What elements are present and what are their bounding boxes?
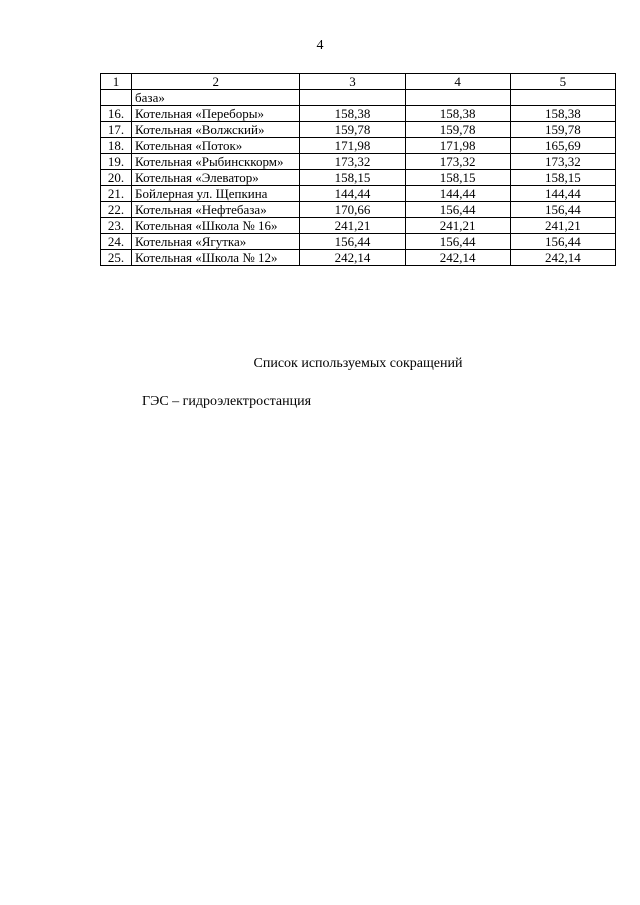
table-cell (101, 90, 132, 106)
row-number-cell: 22. (101, 202, 132, 218)
table-cell: база» (132, 90, 300, 106)
header-cell: 1 (101, 74, 132, 90)
facility-name-cell: Котельная «Переборы» (132, 106, 300, 122)
header-cell: 3 (300, 74, 405, 90)
value-cell: 156,44 (405, 234, 510, 250)
header-cell: 4 (405, 74, 510, 90)
value-cell: 156,44 (405, 202, 510, 218)
value-cell: 144,44 (510, 186, 615, 202)
page-number: 4 (316, 38, 324, 53)
value-cell: 242,14 (405, 250, 510, 266)
facility-name-cell: Котельная «Поток» (132, 138, 300, 154)
table-row (101, 186, 616, 202)
value-cell: 241,21 (405, 218, 510, 234)
table-row (101, 154, 616, 170)
value-cell: 171,98 (300, 138, 405, 154)
table-row (101, 250, 616, 266)
value-cell: 173,32 (510, 154, 615, 170)
value-cell: 158,38 (405, 106, 510, 122)
value-cell: 241,21 (300, 218, 405, 234)
value-cell: 144,44 (405, 186, 510, 202)
table-row (101, 202, 616, 218)
abbreviation-item: ГЭС – гидроэлектростанция (142, 394, 312, 409)
table-cell (405, 90, 510, 106)
row-number-cell: 19. (101, 154, 132, 170)
tariff-table (100, 73, 616, 266)
header-cell: 2 (132, 74, 300, 90)
value-cell: 241,21 (510, 218, 615, 234)
value-cell: 159,78 (510, 122, 615, 138)
value-cell: 242,14 (510, 250, 615, 266)
table-row (101, 170, 616, 186)
facility-name-cell: Котельная «Элеватор» (132, 170, 300, 186)
table-row (101, 218, 616, 234)
row-number-cell: 23. (101, 218, 132, 234)
header-cell: 5 (510, 74, 615, 90)
facility-name-cell: Котельная «Школа № 16» (132, 218, 300, 234)
value-cell: 159,78 (405, 122, 510, 138)
row-number-cell: 20. (101, 170, 132, 186)
value-cell: 171,98 (405, 138, 510, 154)
value-cell: 144,44 (300, 186, 405, 202)
table-row (101, 122, 616, 138)
value-cell: 158,38 (300, 106, 405, 122)
table-cell (510, 90, 615, 106)
facility-name-cell: Котельная «Рыбинсккорм» (132, 154, 300, 170)
value-cell: 158,15 (510, 170, 615, 186)
table-row (101, 234, 616, 250)
facility-name-cell: Котельная «Нефтебаза» (132, 202, 300, 218)
table-continuation-row (101, 90, 616, 106)
row-number-cell: 16. (101, 106, 132, 122)
value-cell: 156,44 (300, 234, 405, 250)
value-cell: 158,15 (300, 170, 405, 186)
table-cell (300, 90, 405, 106)
table-header-row (101, 74, 616, 90)
row-number-cell: 21. (101, 186, 132, 202)
value-cell: 170,66 (300, 202, 405, 218)
value-cell: 156,44 (510, 202, 615, 218)
facility-name-cell: Бойлерная ул. Щепкина (132, 186, 300, 202)
table-row (101, 106, 616, 122)
value-cell: 173,32 (405, 154, 510, 170)
value-cell: 165,69 (510, 138, 615, 154)
value-cell: 156,44 (510, 234, 615, 250)
value-cell: 159,78 (300, 122, 405, 138)
facility-name-cell: Котельная «Школа № 12» (132, 250, 300, 266)
row-number-cell: 24. (101, 234, 132, 250)
value-cell: 158,15 (405, 170, 510, 186)
value-cell: 158,38 (510, 106, 615, 122)
value-cell: 242,14 (300, 250, 405, 266)
row-number-cell: 25. (101, 250, 132, 266)
row-number-cell: 17. (101, 122, 132, 138)
facility-name-cell: Котельная «Волжский» (132, 122, 300, 138)
abbreviations-title: Список используемых сокращений (253, 356, 463, 371)
facility-name-cell: Котельная «Ягутка» (132, 234, 300, 250)
value-cell: 173,32 (300, 154, 405, 170)
row-number-cell: 18. (101, 138, 132, 154)
table-row (101, 138, 616, 154)
